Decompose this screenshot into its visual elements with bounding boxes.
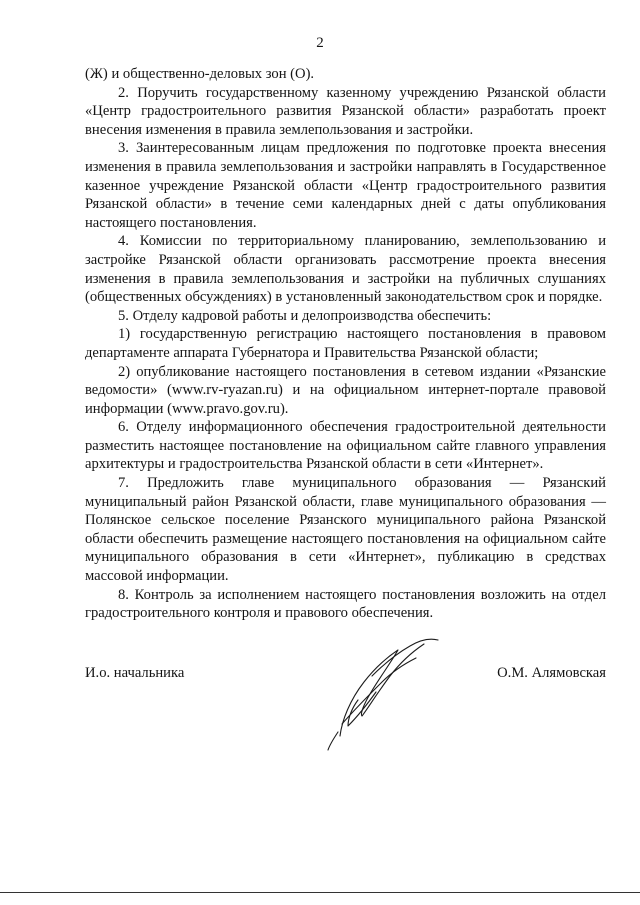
signature-block bbox=[85, 664, 606, 688]
paragraph-item-4: 4. Комиссии по территориальному планированию, землепользованию и застройке Рязанской области организовать рассмотрение проекта внесения изменения в правила землепользования и застройки на публичных слушаниях (общественных обсуждениях) в установленный законодательством срок и порядке. bbox=[85, 233, 606, 306]
paragraph-item-5: 5. Отделу кадровой работы и делопроизводства обеспечить: bbox=[118, 307, 492, 324]
signatory-name: О.М. Алямовская bbox=[497, 665, 606, 681]
paragraph-item-7: 7. Предложить главе муниципального образования — Рязанский муниципальный район Рязанской области, главе муниципального образования — Полянское сельское поселение Рязанского муниципального района Рязанской области обеспечить размещение настоящего постановления на официальном сайте муниципального образования в сети «Интернет», публикацию в средствах массовой информации. bbox=[85, 475, 606, 585]
paragraph-item-5-2: 2) опубликование настоящего постановления в сетевом издании «Рязанские ведомости» (www.rv-ryazan.ru) и на официальном интернет-портале правовой информации (www.pravo.gov.ru). bbox=[85, 363, 606, 417]
paragraph-item-8: 8. Контроль за исполнением настоящего постановления возложить на отдел градостроительного контроля и правового обеспечения. bbox=[85, 586, 606, 622]
paragraph-item-3: 3. Заинтересованным лицам предложения по подготовке проекта внесения изменения в правила землепользования и застройки направлять в Государственное казенное учреждение Рязанской области «Центр градостроительного развития Рязанской области» в течение семи календарных дней с даты опубликования настоящего постановления. bbox=[85, 140, 606, 231]
paragraph-continuation: (Ж) и общественно-деловых зон (О). bbox=[85, 66, 315, 82]
page-number: 2 bbox=[316, 35, 324, 51]
document-body bbox=[85, 65, 606, 623]
paragraph-item-6: 6. Отделу информационного обеспечения градостроительной деятельности разместить настоящее постановление на официальном сайте главного управления архитектуры и градостроительства Рязанской области в сети «Интернет». bbox=[85, 419, 606, 473]
paragraph-item-5-1: 1) государственную регистрацию настоящего постановления в правовом департаменте аппарата Губернатора и Правительства Рязанской области; bbox=[85, 326, 606, 361]
signatory-title: И.о. начальника bbox=[85, 665, 185, 681]
bottom-divider bbox=[0, 892, 640, 893]
paragraph-item-2: 2. Поручить государственному казенному учреждению Рязанской области «Центр градостроительного развития Рязанской области» разработать проект внесения изменения в правила землепользования и застройки. bbox=[85, 84, 606, 138]
handwritten-signature bbox=[312, 628, 452, 758]
